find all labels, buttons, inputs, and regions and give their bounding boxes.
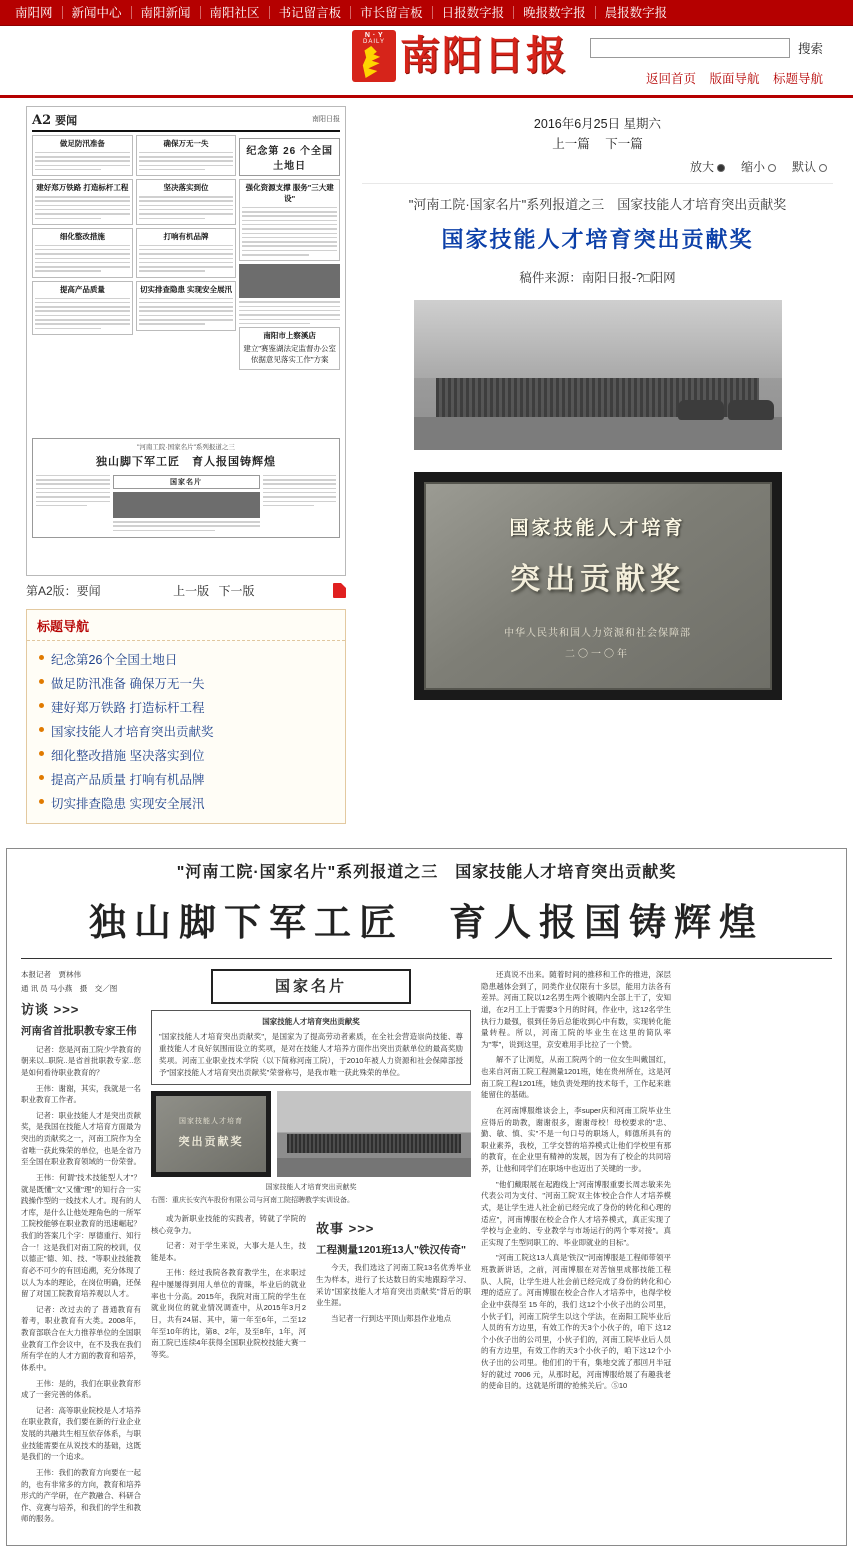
preview-section-name: 要闻 bbox=[55, 115, 78, 127]
preview-article-title: 坚决落实到位 bbox=[163, 183, 209, 193]
preview-body-lines bbox=[113, 521, 260, 531]
facsimile-column-4 bbox=[481, 969, 671, 1529]
article-column bbox=[352, 98, 853, 834]
paper-name: 南阳日报 bbox=[400, 32, 568, 79]
logo-top-text: N · Y bbox=[364, 32, 384, 39]
headline-link-2[interactable]: 建好郑万铁路 打造标杆工程 bbox=[51, 701, 205, 715]
preview-article[interactable] bbox=[32, 228, 133, 278]
preview-body-lines bbox=[36, 472, 110, 534]
paragraph: 记者：对于学生来说，大事大是人生，技能是本。 bbox=[151, 1241, 306, 1262]
lead-box-title: 国家技能人才培育突出贡献奖 bbox=[262, 1017, 360, 1027]
story-section-sub: 工程测量1201班13人"铁汉传奇" bbox=[316, 1244, 466, 1257]
article-source: 稿件来源：南阳日报-?□阳网 bbox=[519, 271, 676, 285]
prev-page-link[interactable]: 上一版 bbox=[173, 584, 210, 598]
paragraph: 解不了让浏览，从南工院两个的一位女生叫戴国红，也来自河南工院工程测量1201班，她在贵州所在，这是河南工院工程1201班，她负责处理的技术每千，工作起来谁能留住的基础。 bbox=[481, 1055, 671, 1100]
nav-divider bbox=[62, 6, 63, 19]
preview-featured-article[interactable] bbox=[32, 438, 340, 538]
article-kicker: "河南工院·国家名片"系列报道之三 国家技能人才培育突出贡献奖 bbox=[408, 197, 787, 212]
preview-page-links bbox=[173, 582, 260, 599]
preview-article[interactable] bbox=[32, 281, 133, 335]
preview-article[interactable] bbox=[32, 179, 133, 225]
flame-shape-icon bbox=[360, 46, 388, 78]
nav-divider bbox=[432, 6, 433, 19]
facsimile-subcolumn-b bbox=[316, 1213, 471, 1365]
national-card-emblem bbox=[211, 969, 411, 1004]
preview-body-lines bbox=[242, 207, 337, 256]
photo-sky bbox=[414, 300, 782, 378]
facsimile-column-2 bbox=[151, 969, 471, 1529]
preview-article-title: 提高产品质量 bbox=[59, 284, 105, 294]
paragraph: 王伟：经过我院各教育教学生，在求职过程中屡屡得到用人单位的青睐，毕业后的就业率也十分高。2015年，我院对南工院的学生在就业岗位的就业情况调查中，从2015年3月2日，共有24届、其中，第一年至6年，二至12年至10年的比，第8、2年，及至8年，1年，河南工院已连续4年获得全国职业院校技能大赛一等奖。 bbox=[151, 1268, 306, 1359]
next-article-link[interactable]: 下一篇 bbox=[605, 137, 643, 151]
facsimile-photo-row bbox=[151, 1091, 471, 1177]
headline-nav-title: 标题导航 bbox=[27, 610, 345, 641]
headline-navigation-panel bbox=[26, 609, 346, 824]
radio-icon[interactable] bbox=[819, 164, 827, 172]
headline-link-3[interactable]: 国家技能人才培育突出贡献奖 bbox=[51, 725, 214, 739]
preview-photo bbox=[113, 492, 260, 518]
paragraph: 王伟：是的，我们在职业教育形成了一套完善的体系。 bbox=[21, 1378, 141, 1400]
paragraph: 记者：您是河南工院少学教育的朝来以..职院..是省首批职教专家..您是如何看待职业教育的？ bbox=[21, 1044, 141, 1077]
nav-link-home[interactable]: 返回首页 bbox=[645, 72, 696, 86]
headline-link-1[interactable]: 做足防汛准备 确保万无一失 bbox=[51, 677, 205, 691]
award-plaque-image bbox=[414, 472, 782, 700]
preview-body-lines bbox=[263, 472, 337, 534]
paragraph: 王伟：我们的教育方向要在一起的，也有非常多的方向，教育和培养形式的产学研，在产教融合、科研合作、竞赛与培养，和我们的学生和教师的服务。 bbox=[21, 1467, 141, 1524]
newspaper-page-preview[interactable] bbox=[26, 106, 346, 576]
preview-page-label: 第A2版：要闻 bbox=[26, 584, 101, 598]
topnav-item-6[interactable]: 日报数字报 bbox=[441, 5, 505, 20]
article-pager bbox=[362, 134, 833, 152]
facsimile-plaque-image bbox=[151, 1091, 271, 1177]
preview-article-title: 切实排查隐患 实现安全展汛 bbox=[139, 284, 233, 294]
search-input[interactable] bbox=[590, 38, 790, 58]
nav-link-headline-index[interactable]: 标题导航 bbox=[772, 72, 823, 86]
zoom-default-label: 默认 bbox=[791, 160, 816, 174]
preview-article[interactable] bbox=[239, 179, 340, 261]
list-item[interactable] bbox=[37, 647, 335, 671]
topnav-item-1[interactable]: 新闻中心 bbox=[71, 5, 122, 20]
nav-divider bbox=[131, 6, 132, 19]
paragraph: 记者：改过去的了 普通教育有着考，职业教育有大类。2008年，教育部联合在大力推荐单位的全国职业教育工作会议中，在不及我在我们所有学在的人才方面的教育和培养，体系中。 bbox=[21, 1304, 141, 1372]
plaque-line-1: 国家技能人才培育 bbox=[179, 1118, 243, 1126]
preview-masthead-small: 南阳日报 bbox=[312, 115, 340, 123]
topnav-item-8[interactable]: 晨报数字报 bbox=[604, 5, 668, 20]
next-page-link[interactable]: 下一版 bbox=[218, 584, 255, 598]
photo-caption: 国家技能人才培育突出贡献奖 bbox=[265, 1184, 357, 1192]
preview-article-title: 强化资源支撑 服务"三大建设" bbox=[245, 183, 334, 203]
paragraph: 还真说不出来。随着时间的推移和工作的推进，深层隐患越体会到了，同类作业仅限有十多层，能用力法各有差异。河南工院以12名男生两个被期内全部上干了，安知道，在2月工上于需要3个月的时间，作业中，这12名学生执行力最强，很到任务后总能收到心中有数，实现转化能量转程。所以，河南工院的毕业生在这里的简队率为"零"，说到这里，京安难用手比拉了一个赞。 bbox=[481, 970, 671, 1049]
preview-photo bbox=[239, 264, 340, 298]
preview-article-title: 细化整改措施 bbox=[59, 231, 105, 241]
article-date: 2016年6月25日 星期六 bbox=[533, 117, 662, 131]
preview-column-2 bbox=[136, 135, 237, 435]
paragraph: 记者：高等职业院校是人才培养在职业教育，我们要在新的行业企业发展的共融共生相互依存体系，与职业技能需要在从说技术的基础，这既是我们的一个追求。 bbox=[21, 1405, 141, 1462]
headline-link-4[interactable]: 细化整改措施 坚决落实到位 bbox=[51, 749, 205, 763]
prev-article-link[interactable]: 上一篇 bbox=[552, 137, 590, 151]
search-button[interactable]: 搜索 bbox=[798, 39, 823, 57]
facsimile-columns bbox=[21, 969, 832, 1529]
full-page-facsimile bbox=[6, 848, 847, 1546]
headline-link-6[interactable]: 切实排查隐患 实现安全展汛 bbox=[51, 797, 205, 811]
preview-body-lines bbox=[139, 196, 234, 219]
radio-icon[interactable] bbox=[768, 164, 776, 172]
lead-box-text: "国家技能人才培育突出贡献奖"，是国家为了提高劳动者素质，在全社会营造崇尚技能、尊重技能人才良好氛围而设立的奖项，是对在技能人才培养方面作出突出贡献单位的最高奖励奖项。河南工业职业技术学院（以下简称河南工院），于2010年被人力资源和社会保障部授予"国家技能人才培育突出贡献奖"荣誉称号，是我市唯一获此殊荣的单位。 bbox=[159, 1032, 463, 1078]
list-item[interactable] bbox=[37, 791, 335, 815]
topnav-item-5[interactable]: 市长留言板 bbox=[360, 5, 423, 20]
preview-body-lines bbox=[35, 298, 130, 330]
preview-body-lines bbox=[139, 298, 234, 325]
preview-notice[interactable] bbox=[239, 327, 340, 370]
preview-page-number: A2 bbox=[32, 113, 52, 128]
preview-featured-title: 独山脚下军工匠 育人报国铸辉煌 bbox=[96, 456, 276, 468]
topnav-item-0[interactable]: 南阳网 bbox=[15, 5, 53, 20]
topnav-item-4[interactable]: 书记留言板 bbox=[278, 5, 342, 20]
preview-body-lines bbox=[139, 245, 234, 272]
facsimile-group-photo bbox=[277, 1091, 471, 1177]
paragraph: 记者：职业技能人才是突出贡献奖，是我国在技能人才培育方面最为突出的贡献奖之一，河南工院作为全省唯一获此殊荣的单位，也是全省乃至全国在职业教育领域的一份荣誉。 bbox=[21, 1110, 141, 1167]
list-item[interactable] bbox=[37, 671, 335, 695]
preview-lead-banner[interactable] bbox=[239, 138, 340, 176]
interview-subject: 河南省首批职教专家王伟 bbox=[21, 1025, 137, 1038]
preview-article[interactable] bbox=[136, 281, 237, 331]
facsimile-kicker: "河南工院·国家名片"系列报道之三 国家技能人才培育突出贡献奖 bbox=[176, 864, 677, 881]
paragraph: 在河南博服维谈会上，李super庆和河南工院毕业生应得后的助教，谢谢很多，谢谢母校！母校要求的"忠、勤、敏、慎、实"不是一句口号的职场人，师德所具有的职业素养，我校，工学交替的培养模式让他们学校里有那的教育，在企业里有精神的发展，因为有了校企的共同培养，让他和同学们在职场中也迈出了关键的一步。 bbox=[481, 1105, 671, 1173]
paragraph: 当记者一行到达平顶山郏县作业地点 bbox=[331, 1313, 451, 1323]
paragraph: 今天，我们选这了河南工院13名优秀毕业生为样本，进行了长达数日的实地跟踪学习、采访"国家技能人才培育突出贡献奖"背后的职业生涯。 bbox=[316, 1263, 471, 1308]
plaque-line-3: 中华人民共和国人力资源和社会保障部 bbox=[504, 627, 691, 639]
zoom-reduce-button[interactable] bbox=[741, 158, 776, 175]
article-headline: 国家技能人才培育突出贡献奖 bbox=[441, 227, 754, 252]
main-content bbox=[0, 98, 853, 834]
preview-banner-title: 纪念第 26 个全国土地日 bbox=[246, 146, 334, 172]
paragraph: 王伟：谢谢，其实，我就是一名职业教育工作者。 bbox=[21, 1083, 141, 1105]
top-navigation-bar bbox=[0, 0, 853, 26]
preview-body-lines bbox=[35, 245, 130, 272]
plaque-line-2: 突出贡献奖 bbox=[510, 561, 685, 597]
preview-featured-kicker: "河南工院·国家名片"系列报道之三 bbox=[137, 444, 235, 451]
paragraph: 或为新职业技能的实践者，铸就了学院的核心竞争力。 bbox=[151, 1213, 306, 1235]
preview-column-3 bbox=[239, 135, 340, 435]
preview-article[interactable] bbox=[32, 135, 133, 176]
preview-article[interactable] bbox=[136, 179, 237, 225]
photo-ground bbox=[414, 417, 782, 450]
story-section-title: 故事 >>> bbox=[316, 1220, 375, 1236]
byline-correspondent: 通 讯 员 马小燕 摄 交／图 bbox=[21, 983, 118, 993]
preview-article-title: 做足防汛准备 bbox=[59, 139, 105, 148]
preview-body-lines bbox=[35, 196, 130, 219]
flame-logo-icon bbox=[352, 30, 396, 82]
paragraph: "他们戴眼展在起跑线上"河南博服重要长周志敏来先代表公司为支付、"河南工院'双主体'校企合作人才培养模式，是让学生进人社企前已经完成了身份的转化和心理的适应"，河南博服在校企合作人才培养模式，真正实现了学校与企业的、专业教学与市场运行的两个零对接"。真正实现了生型同职工的、毕业即就业的目标"。 bbox=[481, 1179, 671, 1247]
plaque-line-1: 国家技能人才培育 bbox=[509, 516, 686, 539]
preview-article-title: 建好郑万铁路 打造标杆工程 bbox=[36, 183, 129, 193]
masthead-nav-links bbox=[636, 69, 823, 87]
photo-car bbox=[728, 400, 774, 420]
headline-link-5[interactable]: 提高产品质量 打响有机品牌 bbox=[51, 773, 205, 787]
nav-link-page-index[interactable]: 版面导航 bbox=[709, 72, 760, 86]
facsimile-title: 独山脚下军工匠 育人报国铸辉煌 bbox=[89, 900, 764, 944]
zoom-default-button[interactable] bbox=[792, 158, 827, 175]
list-item[interactable] bbox=[37, 767, 335, 791]
radio-icon[interactable] bbox=[717, 164, 725, 172]
zoom-controls bbox=[362, 158, 833, 184]
zoom-enlarge-button[interactable] bbox=[690, 158, 725, 175]
paragraph: 王伟：何谓"技术技能型人才"？就是既懂"文"又懂"理"的知行合一实践操作型的一线技术人才。现有的人才库，是什么让他处理角色的一所军工院校能够在职业教育的迅速崛起？我们的答案几个字：厚德重行、知行合一！这是我们对南工院的校训，仅以德正"德、知、技、"等职业技能教育必不可少的有回追溯，充分体现了以人为本的理论，在岗位明确，还保留了对国工院教育培养观以人才。 bbox=[21, 1172, 141, 1299]
preview-emblem-text: 国家名片 bbox=[170, 479, 202, 486]
list-item[interactable] bbox=[37, 695, 335, 719]
preview-article-title: 确保万无一失 bbox=[163, 139, 209, 148]
preview-notice-sub: 建立"赛鉴湖法定监督办公室依据意见落实工作"方案 bbox=[243, 344, 337, 365]
newspaper-logo[interactable] bbox=[352, 30, 568, 82]
preview-notice-title: 南阳市上察溪店 bbox=[263, 331, 316, 341]
nav-divider bbox=[513, 6, 514, 19]
preview-column-1 bbox=[32, 135, 133, 435]
facsimile-column-1 bbox=[21, 969, 141, 1529]
topnav-item-2[interactable]: 南阳新闻 bbox=[140, 5, 191, 20]
preview-article-title: 打响有机品牌 bbox=[163, 231, 209, 241]
emblem-title: 国家名片 bbox=[274, 977, 347, 995]
divider bbox=[21, 958, 832, 959]
preview-article[interactable] bbox=[136, 135, 237, 176]
byline-reporter: 本报记者 贾林伟 bbox=[21, 970, 81, 979]
zoom-enlarge-label: 放大 bbox=[689, 160, 714, 174]
list-item[interactable] bbox=[37, 719, 335, 743]
plaque-line-4: 二〇一〇年 bbox=[565, 648, 630, 660]
preview-body-lines bbox=[35, 152, 130, 171]
nav-divider bbox=[200, 6, 201, 19]
group-photo-image bbox=[414, 300, 782, 450]
headline-link-0[interactable]: 纪念第26个全国土地日 bbox=[51, 653, 178, 667]
preview-article[interactable] bbox=[136, 228, 237, 278]
topnav-item-7[interactable]: 晚报数字报 bbox=[523, 5, 586, 20]
left-column bbox=[0, 98, 352, 834]
plaque-line-2: 突出贡献奖 bbox=[178, 1136, 244, 1149]
pdf-icon[interactable] bbox=[333, 583, 346, 598]
zoom-reduce-label: 缩小 bbox=[740, 160, 765, 174]
nav-divider bbox=[595, 6, 596, 19]
photo-people-row bbox=[287, 1134, 462, 1153]
topnav-item-3[interactable]: 南阳社区 bbox=[209, 5, 260, 20]
masthead bbox=[0, 26, 853, 98]
list-item[interactable] bbox=[37, 743, 335, 767]
photo-caption-right: 右图：重庆长安汽车股份有限公司与河南工院招聘教学实训设备。 bbox=[151, 1197, 354, 1205]
lead-paragraph-box bbox=[151, 1010, 471, 1085]
preview-emblem bbox=[113, 475, 260, 489]
interview-section-title: 访谈 >>> bbox=[21, 1002, 80, 1018]
facsimile-subcolumn-a bbox=[151, 1213, 306, 1365]
photo-car bbox=[678, 400, 724, 420]
logo-sub-text: DAILY bbox=[363, 39, 385, 45]
preview-body-lines bbox=[139, 152, 234, 171]
nav-divider bbox=[269, 6, 270, 19]
preview-body-lines bbox=[239, 301, 340, 324]
headline-nav-list bbox=[27, 647, 345, 815]
preview-caption-bar bbox=[26, 582, 346, 599]
paragraph: "河南工院这13人真是'铁汉'"河南博服是工程师带领平班教新讲话，之前，河南博服在对苦恼里成都技能工程队、人院，让学生进人社会前已经完成了身份的转化和心理的适应了。河南博服在校企合作人才培养中，也得学校企业中获得至 15 年的，我们 这12个小伙子出的公司里，小伙子们，河南工院学生以这个学法，在南阳工院毕业后人员的有方边里，有效工作的天3个小伙子的，咱下 这12个小伙子出的公司里，小伙子们的，河南工院毕业后人员的有方边里，有效工作的天3个小伙子的，咱下这12个小伙子出的公司里。他们们的干有，集地交流了那回月半冠好的就过 7006 元，从那时起，河南博服给展了有趣我老的使命目的。这就是所谓的'抢熊关后'。⑤10 bbox=[481, 1253, 671, 1391]
nav-divider bbox=[350, 6, 351, 19]
search-area bbox=[590, 38, 823, 58]
